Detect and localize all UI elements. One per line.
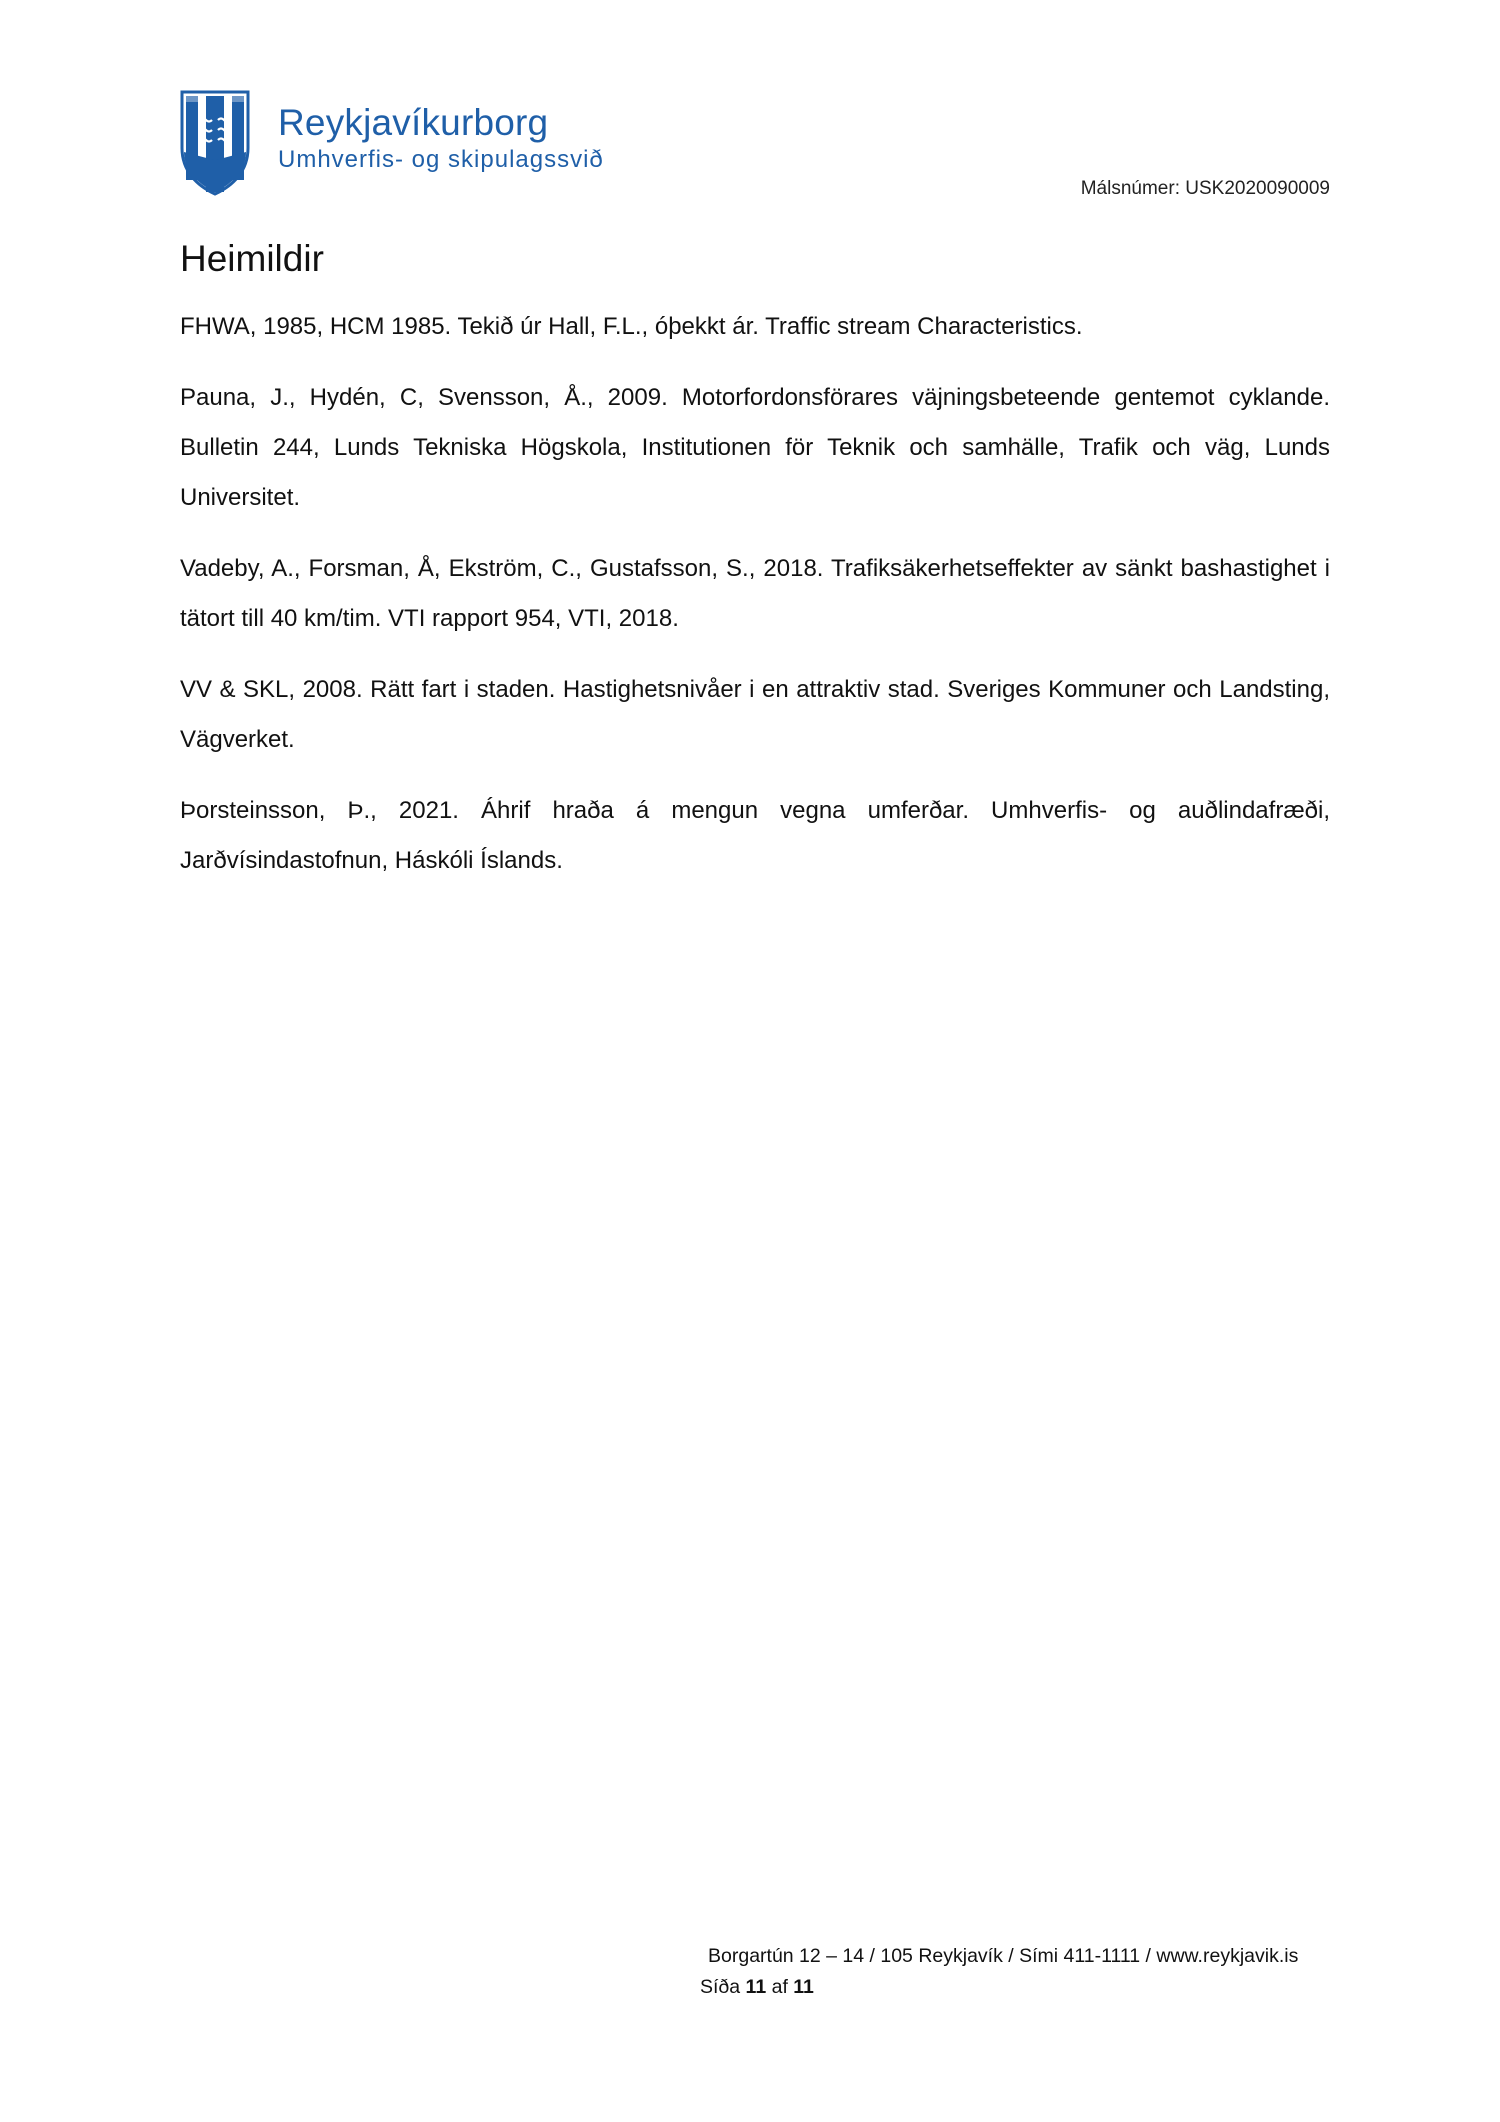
case-number: Málsnúmer: USK2020090009 — [1080, 178, 1330, 199]
page-current: 11 — [745, 1976, 767, 1998]
org-unit: Umhverfis- og skipulagssvið — [278, 146, 604, 173]
page-footer — [700, 1945, 1350, 1999]
reference-item: VV & SKL, 2008. Rätt fart i staden. Hastighetsnivåer i en attraktiv stad. Sveriges Kommuner och Landsting, Vägverket. — [180, 676, 1330, 753]
reference-item: Þorsteinsson, Þ., 2021. Áhrif hraða á mengun vegna umferðar. Umhverfis- og auðlindafræði, Jarðvísindastofnun, Háskóli Íslands. — [180, 797, 1330, 874]
page-total: 11 — [793, 1976, 814, 1998]
coat-of-arms-icon — [180, 90, 250, 196]
footer-address: Borgartún 12 – 14 / 105 Reykjavík / Sími 411-1111 / www.reykjavik.is — [708, 1945, 1299, 1967]
page-number — [700, 1976, 1350, 1999]
page-separator: af — [771, 1976, 788, 1998]
section-heading: Heimildir — [180, 238, 324, 279]
page-prefix: Síða — [700, 1976, 741, 1998]
reference-item: Vadeby, A., Forsman, Å, Ekström, C., Gustafsson, S., 2018. Trafiksäkerhetseffekter av sänkt bashastighet i tätort till 40 km/tim. VTI rapport 954, VTI, 2018. — [180, 555, 1330, 632]
org-name: Reykjavíkurborg — [278, 102, 549, 143]
reykjavik-logo — [180, 90, 620, 200]
reference-list — [180, 302, 1330, 907]
reference-item: Pauna, J., Hydén, C, Svensson, Å., 2009. Motorfordonsförares väjningsbeteende gentemot cyklande. Bulletin 244, Lunds Tekniska Högskola, Institutionen för Teknik och samhälle, Trafik och väg, Lunds Universitet. — [180, 384, 1330, 511]
reference-item: FHWA, 1985, HCM 1985. Tekið úr Hall, F.L., óþekkt ár. Traffic stream Characteristics. — [180, 313, 1083, 340]
